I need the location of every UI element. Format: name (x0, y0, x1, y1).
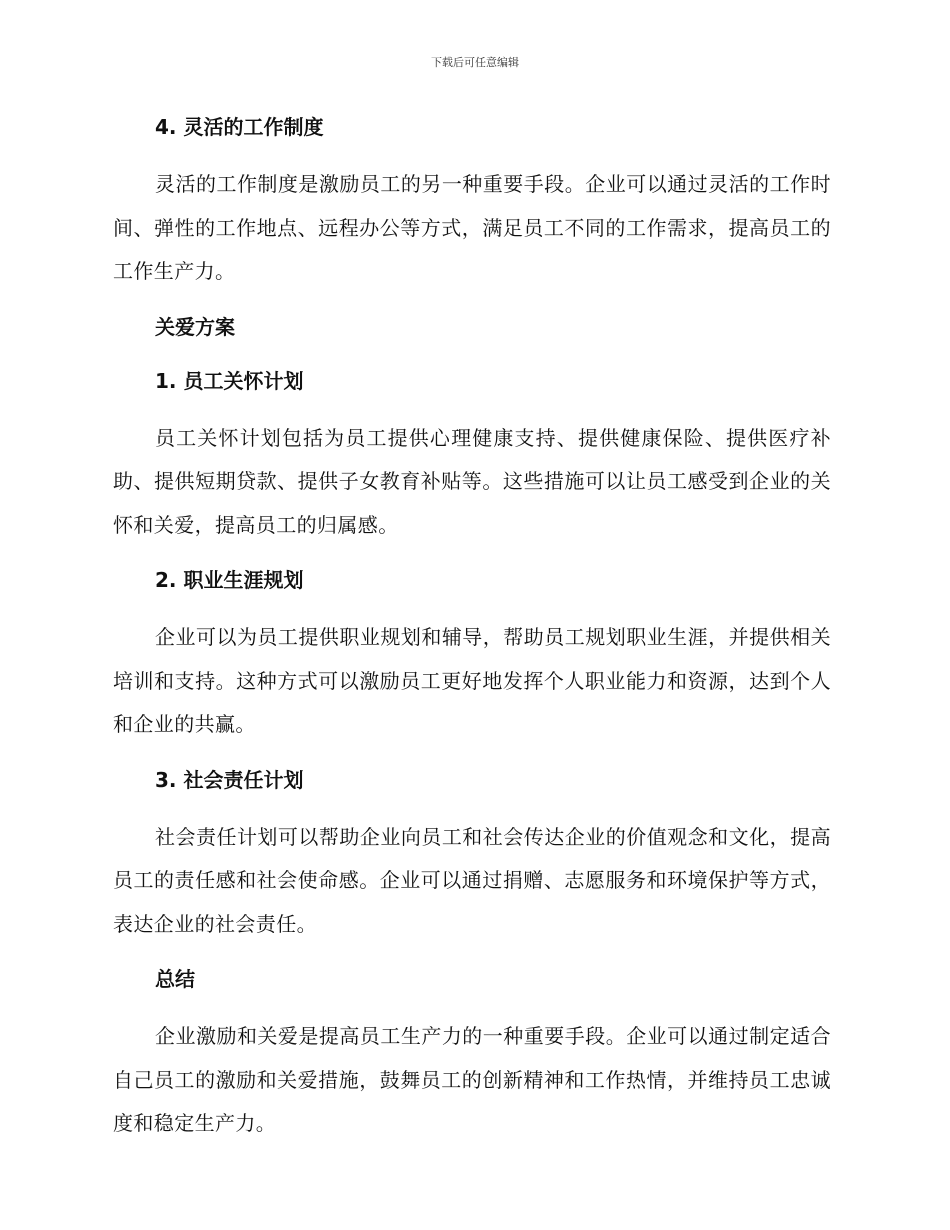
document-body (113, 109, 831, 1161)
section-paragraph-career-planning: 企业可以为员工提供职业规划和辅导，帮助员工规划职业生涯，并提供相关培训和支持。这种方式可以激励员工更好地发挥个人职业能力和资源，达到个人和企业的共赢。 (113, 625, 831, 736)
section-heading-social-responsibility: 3. 社会责任计划 (155, 767, 304, 792)
section-heading-care-plan: 关爱方案 (155, 314, 235, 339)
section-paragraph-employee-care: 员工关怀计划包括为员工提供心理健康支持、提供健康保险、提供医疗补助、提供短期贷款、提供子女教育补贴等。这些措施可以让员工感受到企业的关怀和关爱，提高员工的归属感。 (113, 425, 831, 537)
section-paragraph-flexible-work: 灵活的工作制度是激励员工的另一种重要手段。企业可以通过灵活的工作时间、弹性的工作地点、远程办公等方式，满足员工不同的工作需求，提高员工的工作生产力。 (113, 172, 831, 283)
section-paragraph-social-responsibility: 社会责任计划可以帮助企业向员工和社会传达企业的价值观念和文化，提高员工的责任感和社会使命感。企业可以通过捐赠、志愿服务和环境保护等方式，表达企业的社会责任。 (113, 824, 831, 936)
section-paragraph-summary: 企业激励和关爱是提高员工生产力的一种重要手段。企业可以通过制定适合自己员工的激励和关爱措施，鼓舞员工的创新精神和工作热情，并维持员工忠诚度和稳定生产力。 (113, 1024, 831, 1135)
section-heading-flexible-work: 4. 灵活的工作制度 (155, 115, 324, 139)
section-heading-career-planning: 2. 职业生涯规划 (155, 568, 304, 592)
page-header: 下载后可任意编辑 (431, 56, 519, 69)
section-heading-summary: 总结 (155, 967, 195, 991)
section-heading-employee-care: 1. 员工关怀计划 (155, 368, 304, 393)
